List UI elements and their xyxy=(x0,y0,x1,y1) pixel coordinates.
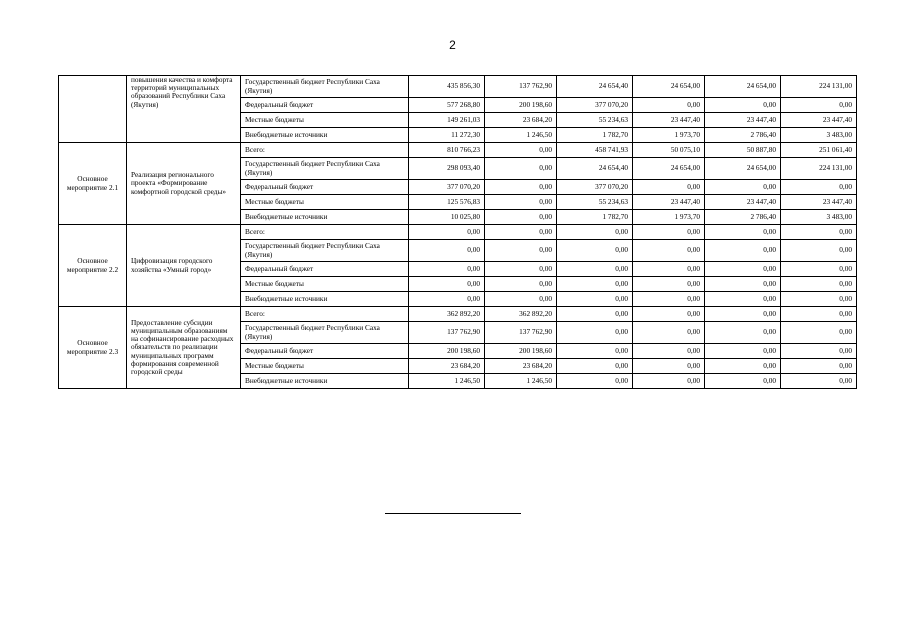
year-amount-cell: 0,00 xyxy=(633,292,705,307)
year-amount-cell: 23 447,40 xyxy=(633,113,705,128)
event-name-cell: Цифровизация городского хозяйства «Умный город» xyxy=(127,225,241,307)
event-code-cell: Основное мероприятие 2.3 xyxy=(59,307,127,389)
year-amount-cell: 0,00 xyxy=(781,277,857,292)
year-amount-cell: 0,00 xyxy=(705,225,781,240)
year-amount-cell: 23 684,20 xyxy=(485,113,557,128)
year-amount-cell: 0,00 xyxy=(705,277,781,292)
year-amount-cell: 0,00 xyxy=(485,210,557,225)
year-amount-cell: 1 782,70 xyxy=(557,210,633,225)
year-amount-cell: 1 246,50 xyxy=(485,374,557,389)
year-amount-cell: 0,00 xyxy=(633,359,705,374)
year-amount-cell: 0,00 xyxy=(781,225,857,240)
funding-source-cell: Местные бюджеты xyxy=(241,113,409,128)
total-amount-cell: 149 261,03 xyxy=(409,113,485,128)
year-amount-cell: 0,00 xyxy=(633,98,705,113)
year-amount-cell: 23 684,20 xyxy=(485,359,557,374)
funding-source-cell: Федеральный бюджет xyxy=(241,180,409,195)
funding-source-cell: Внебюджетные источники xyxy=(241,292,409,307)
year-amount-cell: 0,00 xyxy=(781,344,857,359)
year-amount-cell: 0,00 xyxy=(705,344,781,359)
year-amount-cell: 0,00 xyxy=(781,240,857,262)
event-code-cell xyxy=(59,76,127,143)
year-amount-cell: 0,00 xyxy=(781,180,857,195)
year-amount-cell: 0,00 xyxy=(485,143,557,158)
year-amount-cell: 50 887,80 xyxy=(705,143,781,158)
funding-source-cell: Внебюджетные источники xyxy=(241,128,409,143)
total-amount-cell: 23 684,20 xyxy=(409,359,485,374)
year-amount-cell: 23 447,40 xyxy=(705,195,781,210)
year-amount-cell: 2 786,40 xyxy=(705,210,781,225)
year-amount-cell: 0,00 xyxy=(557,307,633,322)
total-amount-cell: 0,00 xyxy=(409,225,485,240)
funding-source-cell: Всего: xyxy=(241,225,409,240)
table-row xyxy=(59,76,857,98)
year-amount-cell: 0,00 xyxy=(485,225,557,240)
year-amount-cell: 24 654,00 xyxy=(633,76,705,98)
year-amount-cell: 1 246,50 xyxy=(485,128,557,143)
event-code-cell: Основное мероприятие 2.2 xyxy=(59,225,127,307)
year-amount-cell: 0,00 xyxy=(633,180,705,195)
funding-source-cell: Местные бюджеты xyxy=(241,359,409,374)
total-amount-cell: 0,00 xyxy=(409,240,485,262)
year-amount-cell: 0,00 xyxy=(485,180,557,195)
year-amount-cell: 23 447,40 xyxy=(705,113,781,128)
funding-source-cell: Государственный бюджет Республики Саха (Якутия) xyxy=(241,240,409,262)
year-amount-cell: 0,00 xyxy=(781,292,857,307)
total-amount-cell: 0,00 xyxy=(409,277,485,292)
total-amount-cell: 1 246,50 xyxy=(409,374,485,389)
total-amount-cell: 10 025,80 xyxy=(409,210,485,225)
total-amount-cell: 577 268,80 xyxy=(409,98,485,113)
year-amount-cell: 3 483,00 xyxy=(781,128,857,143)
year-amount-cell: 137 762,90 xyxy=(485,322,557,344)
year-amount-cell: 50 075,10 xyxy=(633,143,705,158)
total-amount-cell: 11 272,30 xyxy=(409,128,485,143)
total-amount-cell: 137 762,90 xyxy=(409,322,485,344)
year-amount-cell: 0,00 xyxy=(633,374,705,389)
total-amount-cell: 0,00 xyxy=(409,292,485,307)
year-amount-cell: 362 892,20 xyxy=(485,307,557,322)
funding-source-cell: Федеральный бюджет xyxy=(241,98,409,113)
year-amount-cell: 458 741,93 xyxy=(557,143,633,158)
table-row xyxy=(59,143,857,158)
total-amount-cell: 810 766,23 xyxy=(409,143,485,158)
total-amount-cell: 0,00 xyxy=(409,262,485,277)
year-amount-cell: 1 782,70 xyxy=(557,128,633,143)
year-amount-cell: 3 483,00 xyxy=(781,210,857,225)
year-amount-cell: 137 762,90 xyxy=(485,76,557,98)
year-amount-cell: 0,00 xyxy=(633,240,705,262)
year-amount-cell: 23 447,40 xyxy=(633,195,705,210)
event-name-cell: Предоставление субсидии муниципальным образованиям на софинансирование расходных обязательств по реализации муниципальных программ формирования современной городской среды xyxy=(127,307,241,389)
year-amount-cell: 24 654,00 xyxy=(705,158,781,180)
year-amount-cell: 0,00 xyxy=(781,262,857,277)
year-amount-cell: 0,00 xyxy=(557,277,633,292)
year-amount-cell: 0,00 xyxy=(633,307,705,322)
year-amount-cell: 2 786,40 xyxy=(705,128,781,143)
year-amount-cell: 0,00 xyxy=(557,359,633,374)
year-amount-cell: 55 234,63 xyxy=(557,113,633,128)
year-amount-cell: 251 061,40 xyxy=(781,143,857,158)
year-amount-cell: 0,00 xyxy=(705,374,781,389)
funding-source-cell: Внебюджетные источники xyxy=(241,210,409,225)
year-amount-cell: 200 198,60 xyxy=(485,98,557,113)
funding-source-cell: Федеральный бюджет xyxy=(241,344,409,359)
total-amount-cell: 298 093,40 xyxy=(409,158,485,180)
year-amount-cell: 0,00 xyxy=(705,292,781,307)
funding-source-cell: Местные бюджеты xyxy=(241,277,409,292)
year-amount-cell: 0,00 xyxy=(705,322,781,344)
funding-source-cell: Федеральный бюджет xyxy=(241,262,409,277)
total-amount-cell: 200 198,60 xyxy=(409,344,485,359)
year-amount-cell: 0,00 xyxy=(485,195,557,210)
year-amount-cell: 24 654,00 xyxy=(705,76,781,98)
year-amount-cell: 0,00 xyxy=(557,240,633,262)
year-amount-cell: 0,00 xyxy=(557,292,633,307)
budget-table xyxy=(58,75,857,389)
year-amount-cell: 0,00 xyxy=(781,359,857,374)
event-name-cell: повышения качества и комфорта территорий муниципальных образований Республики Саха (Якутия) xyxy=(127,76,241,143)
page-number: 2 xyxy=(449,38,456,52)
year-amount-cell: 24 654,00 xyxy=(633,158,705,180)
funding-source-cell: Всего: xyxy=(241,143,409,158)
year-amount-cell: 0,00 xyxy=(705,240,781,262)
year-amount-cell: 0,00 xyxy=(557,322,633,344)
table-row xyxy=(59,307,857,322)
year-amount-cell: 0,00 xyxy=(485,240,557,262)
funding-source-cell: Местные бюджеты xyxy=(241,195,409,210)
funding-source-cell: Всего: xyxy=(241,307,409,322)
year-amount-cell: 224 131,00 xyxy=(781,158,857,180)
year-amount-cell: 377 070,20 xyxy=(557,180,633,195)
funding-source-cell: Государственный бюджет Республики Саха (Якутия) xyxy=(241,158,409,180)
year-amount-cell: 0,00 xyxy=(705,307,781,322)
total-amount-cell: 435 856,30 xyxy=(409,76,485,98)
year-amount-cell: 0,00 xyxy=(485,277,557,292)
year-amount-cell: 0,00 xyxy=(557,374,633,389)
funding-source-cell: Государственный бюджет Республики Саха (Якутия) xyxy=(241,76,409,98)
funding-source-cell: Государственный бюджет Республики Саха (Якутия) xyxy=(241,322,409,344)
year-amount-cell: 24 654,40 xyxy=(557,76,633,98)
year-amount-cell: 0,00 xyxy=(557,225,633,240)
year-amount-cell: 23 447,40 xyxy=(781,195,857,210)
year-amount-cell: 0,00 xyxy=(705,262,781,277)
funding-source-cell: Внебюджетные источники xyxy=(241,374,409,389)
year-amount-cell: 0,00 xyxy=(557,262,633,277)
table-row xyxy=(59,225,857,240)
year-amount-cell: 0,00 xyxy=(705,98,781,113)
total-amount-cell: 377 070,20 xyxy=(409,180,485,195)
year-amount-cell: 200 198,60 xyxy=(485,344,557,359)
total-amount-cell: 362 892,20 xyxy=(409,307,485,322)
year-amount-cell: 0,00 xyxy=(557,344,633,359)
year-amount-cell: 0,00 xyxy=(781,322,857,344)
year-amount-cell: 0,00 xyxy=(781,374,857,389)
year-amount-cell: 0,00 xyxy=(705,180,781,195)
year-amount-cell: 23 447,40 xyxy=(781,113,857,128)
year-amount-cell: 0,00 xyxy=(485,262,557,277)
year-amount-cell: 1 973,70 xyxy=(633,210,705,225)
event-code-cell: Основное мероприятие 2.1 xyxy=(59,143,127,225)
year-amount-cell: 224 131,00 xyxy=(781,76,857,98)
year-amount-cell: 0,00 xyxy=(633,277,705,292)
year-amount-cell: 0,00 xyxy=(485,292,557,307)
year-amount-cell: 55 234,63 xyxy=(557,195,633,210)
year-amount-cell: 377 070,20 xyxy=(557,98,633,113)
footnote-rule xyxy=(385,513,521,514)
year-amount-cell: 1 973,70 xyxy=(633,128,705,143)
year-amount-cell: 0,00 xyxy=(781,98,857,113)
total-amount-cell: 125 576,83 xyxy=(409,195,485,210)
year-amount-cell: 0,00 xyxy=(633,225,705,240)
year-amount-cell: 0,00 xyxy=(705,359,781,374)
event-name-cell: Реализация регионального проекта «Формирование комфортной городской среды» xyxy=(127,143,241,225)
year-amount-cell: 0,00 xyxy=(781,307,857,322)
year-amount-cell: 0,00 xyxy=(633,262,705,277)
year-amount-cell: 0,00 xyxy=(485,158,557,180)
year-amount-cell: 0,00 xyxy=(633,344,705,359)
budget-table-body xyxy=(59,76,857,389)
year-amount-cell: 0,00 xyxy=(633,322,705,344)
year-amount-cell: 24 654,40 xyxy=(557,158,633,180)
